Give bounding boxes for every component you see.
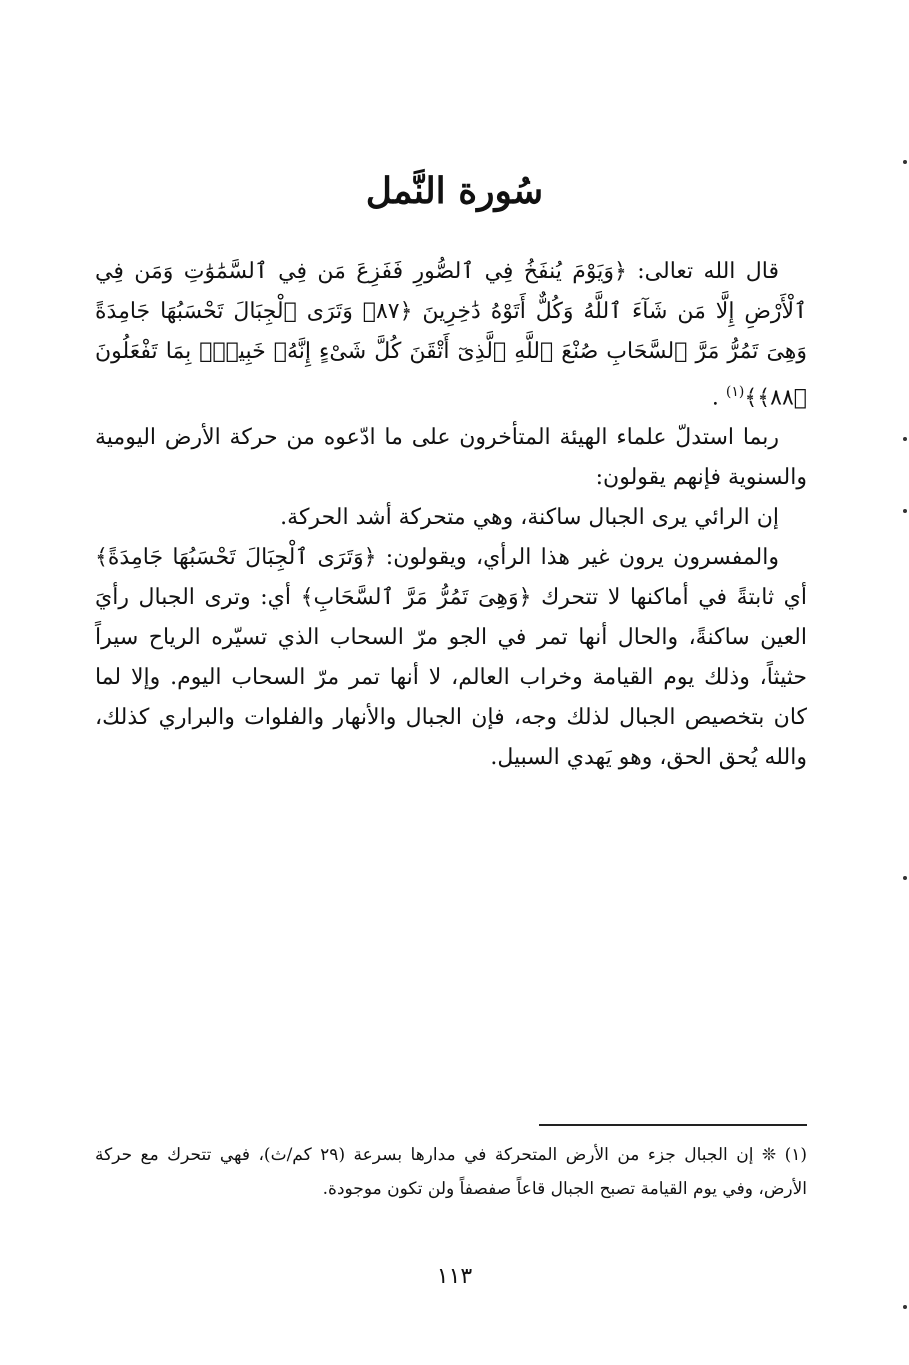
paragraph-astronomers: ربما استدلّ علماء الهيئة المتأخرون على ما ادّعوه من حركة الأرض اليومية والسنوية فإنهم يقولون: [95, 425, 807, 491]
scan-speck [903, 1305, 907, 1309]
quran-verse: ﴿وَيَوْمَ يُنفَخُ فِي ٱلصُّورِ فَفَزِعَ مَن فِي ٱلسَّمَٰوَٰتِ وَمَن فِي ٱلْأَرْضِ إِلَّا مَن شَآءَ ٱللَّهُ وَكُلٌّ أَتَوْهُ دَٰخِرِينَ ﴿٨٧﴾ وَتَرَى ٱلْجِبَالَ تَحْسَبُهَا جَامِدَةً وَهِىَ تَمُرُّ مَرَّ ٱلسَّحَابِ صُنْعَ ٱللَّهِ ٱلَّذِىٓ أَتْقَنَ كُلَّ شَىْءٍ إِنَّهُۥ خَبِيرٌۢ بِمَا تَفْعَلُونَ ﴿٨٨﴾﴾ [95, 259, 807, 411]
verse-end: . [711, 385, 726, 411]
footnote-divider [539, 1124, 807, 1126]
paragraph-commentators: والمفسرون يرون غير هذا الرأي، ويقولون: ﴿وَتَرَى ٱلْجِبَالَ تَحْسَبُهَا جَامِدَةً﴾ أي ثابتةً في أماكنها لا تتحرك ﴿وَهِىَ تَمُرُّ مَرَّ ٱلسَّحَابِ﴾ أي: وترى الجبال رأيَ العين ساكنةً، والحال أنها تمر في الجو مرّ السحاب الذي تسيّره الرياح سيراً حثيثاً، وذلك يوم القيامة وخراب العالم، لا أنها تمر مرّ السحاب اليوم. وإلا لما كان بتخصيص الجبال لذلك وجه، فإن الجبال والأنهار والفلوات والبراري كذلك، والله يُحق الحق، وهو يَهدي السبيل. [95, 545, 807, 771]
paragraph-observer: إن الرائي يرى الجبال ساكنة، وهي متحركة أشد الحركة. [280, 505, 779, 531]
footnote-text: (١) ❊ إن الجبال جزء من الأرض المتحركة في مدارها بسرعة (٢٩ كم/ث)، فهي تتحرك مع حركة الأرض، وفي يوم القيامة تصبح الجبال قاعاً صفصفاً ولن تكون موجودة. [95, 1145, 807, 1199]
footnote-marker: (١) [725, 384, 745, 400]
verse-intro: قال الله تعالى: [626, 259, 779, 284]
scan-speck [903, 509, 907, 513]
footnote [95, 1138, 807, 1206]
page-number: ١١٣ [436, 1264, 473, 1289]
scan-speck [903, 876, 907, 880]
chapter-title: سُورة النَّمل [365, 170, 544, 212]
main-text [95, 252, 807, 778]
scan-speck [903, 437, 907, 441]
scan-speck [903, 160, 907, 164]
paragraph-verse-quote [95, 252, 807, 418]
